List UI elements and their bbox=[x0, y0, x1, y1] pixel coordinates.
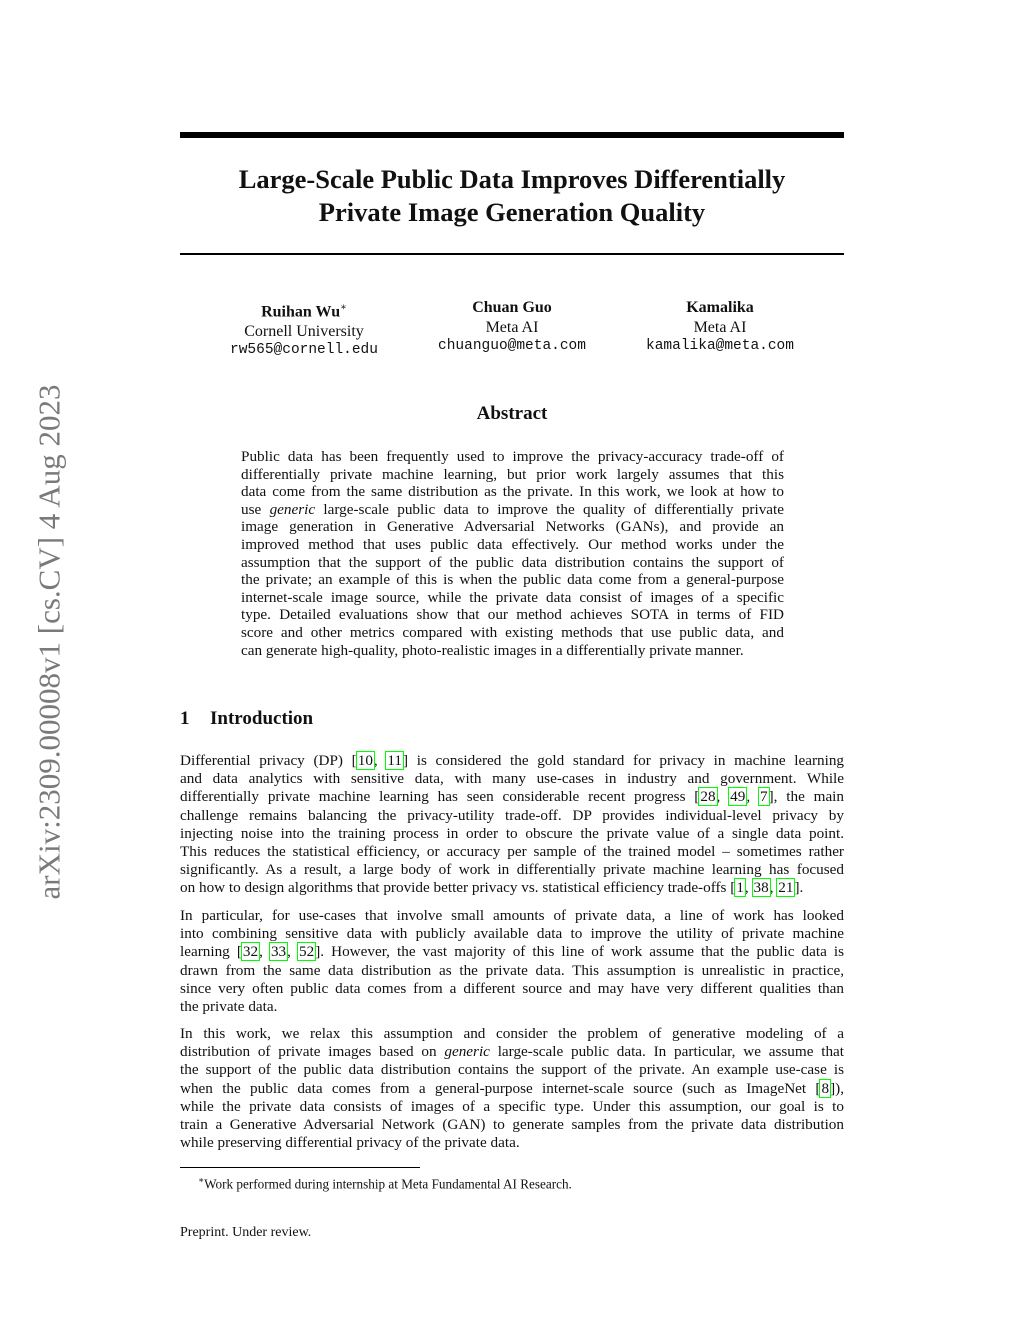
citation-link[interactable]: 28 bbox=[700, 788, 716, 806]
citation-link[interactable]: 33 bbox=[270, 943, 287, 961]
footer-preprint-note: Preprint. Under review. bbox=[180, 1225, 312, 1240]
abstract-line: the private; an example of this is when the public data come from a general-purpose bbox=[241, 571, 784, 589]
author-name: Chuan Guo bbox=[472, 299, 552, 316]
emphasis-generic: generic bbox=[269, 500, 316, 518]
abstract-line: use generic large-scale public data to improve the quality of differentially private bbox=[241, 500, 784, 518]
author-name: Kamalika bbox=[686, 299, 754, 316]
abstract-line: image generation in Generative Adversarial Networks (GANs), and provide an bbox=[241, 518, 784, 536]
author-3 bbox=[610, 298, 830, 356]
abstract-line: Public data has been frequently used to improve the privacy-accuracy trade-off of bbox=[241, 448, 784, 465]
author-name: Ruihan Wu bbox=[261, 303, 341, 321]
citation-link[interactable]: 38 bbox=[753, 879, 769, 897]
citation-link[interactable]: 32 bbox=[242, 943, 259, 961]
citation-link[interactable]: 52 bbox=[299, 943, 315, 961]
abstract-heading: Abstract bbox=[476, 403, 548, 424]
author-block bbox=[180, 298, 844, 364]
footnote-mark: ∗ bbox=[198, 1175, 205, 1185]
author-2 bbox=[402, 298, 622, 356]
section-number: 1 bbox=[180, 708, 190, 729]
title-line-2: Private Image Generation Quality bbox=[318, 197, 706, 227]
title-bottom-rule bbox=[180, 253, 844, 255]
citation-link[interactable]: 7 bbox=[759, 788, 768, 806]
intro-paragraph-2: In particular, for use-cases that involve small amounts of private data, a line of work has looked into combining sensitive data with publicly available data to improve the utility of private machine learning [32, 33, 52]. However, the vast majority of this line of work assume that the public data is drawn from the same data distribution as the private data. This assumption is unrealistic in practice, since very often public data comes from a different source and may have very different qualities than the private data. bbox=[180, 907, 845, 1016]
abstract-line: can generate high-quality, photo-realistic images in a differentially private manner. bbox=[241, 641, 744, 659]
abstract-line: improved method that uses public data effectively. Our method works under the bbox=[241, 535, 784, 553]
abstract-body bbox=[241, 448, 784, 659]
citation-link[interactable]: 1 bbox=[736, 879, 744, 897]
citation-link[interactable]: 10 bbox=[357, 752, 373, 769]
footnote-text: Work performed during internship at Meta Fundamental AI Research. bbox=[204, 1176, 572, 1192]
abstract-line: differentially private machine learning, but prior work largely assumes that this bbox=[241, 465, 784, 483]
citation-link[interactable]: 21 bbox=[778, 879, 794, 897]
author-affiliation: Meta AI bbox=[485, 319, 539, 336]
author-email: rw565@cornell.edu bbox=[230, 342, 378, 359]
footnote bbox=[198, 1172, 572, 1192]
title-top-rule bbox=[180, 132, 844, 138]
footnote-rule bbox=[180, 1167, 420, 1168]
citation-link[interactable]: 11 bbox=[387, 752, 403, 769]
author-email: chuanguo@meta.com bbox=[438, 338, 586, 354]
author-affiliation: Cornell University bbox=[244, 323, 364, 341]
abstract-line: data come from the same distribution as the private. In this work, we look at how to bbox=[241, 483, 784, 501]
emphasis-generic: generic bbox=[444, 1043, 490, 1061]
author-affiliation: Meta AI bbox=[693, 319, 747, 336]
intro-paragraph-3: In this work, we relax this assumption and consider the problem of generative modeling of a distribution of private images based on generic large-scale public data. In particular, we assume that the support of the public data distribution contains the support of the private. An example use-case is when the public data comes from a general-purpose internet-scale source (such as ImageNet [8]), while the private data consists of images of a specific type. Under this assumption, our goal is to train a Generative Adversarial Network (GAN) to generate samples from the private data distribution while preserving differential privacy of the private data. bbox=[180, 1025, 844, 1152]
title-line-1: Large-Scale Public Data Improves Differentially bbox=[238, 164, 786, 194]
abstract-line: type. Detailed evaluations show that our method achieves SOTA in terms of FID bbox=[241, 606, 784, 624]
author-email: kamalika@meta.com bbox=[646, 338, 794, 354]
intro-paragraph-1: Differential privacy (DP) [10, 11] is considered the gold standard for privacy in machine learning and data analytics with sensitive data, with many use-cases in industry and government. While differentially private machine learning has seen considerable recent progress [28, 49, 7], the main challenge remains balancing the privacy-utility trade-off. DP provides individual-level privacy by injecting noise into the training process in order to obscure the private value of a single data point. This reduces the statistical efficiency, or accuracy per sample of the trained model – sometimes rather significantly. As a result, a large body of work in differentially private machine learning has focused on how to design algorithms that provide better privacy vs. statistical efficiency trade-offs [1, 38, 21]. bbox=[180, 752, 845, 897]
citation-link[interactable]: 8 bbox=[821, 1079, 830, 1097]
author-1 bbox=[194, 298, 414, 360]
abstract-line: score and other metrics compared with existing methods that use public data, and bbox=[241, 623, 784, 641]
footnote-mark: ∗ bbox=[340, 302, 347, 313]
section-heading-introduction bbox=[180, 708, 313, 730]
paper-title bbox=[180, 163, 844, 229]
abstract-line: assumption that the support of the public data distribution contains the support of bbox=[241, 553, 784, 571]
section-title: Introduction bbox=[210, 708, 314, 729]
abstract-line: internet-scale image source, while the private data consist of images of a specific bbox=[241, 588, 784, 606]
arxiv-stamp: arXiv:2309.00008v1 [cs.CV] 4 Aug 2023 bbox=[31, 384, 66, 900]
citation-link[interactable]: 49 bbox=[730, 788, 746, 806]
